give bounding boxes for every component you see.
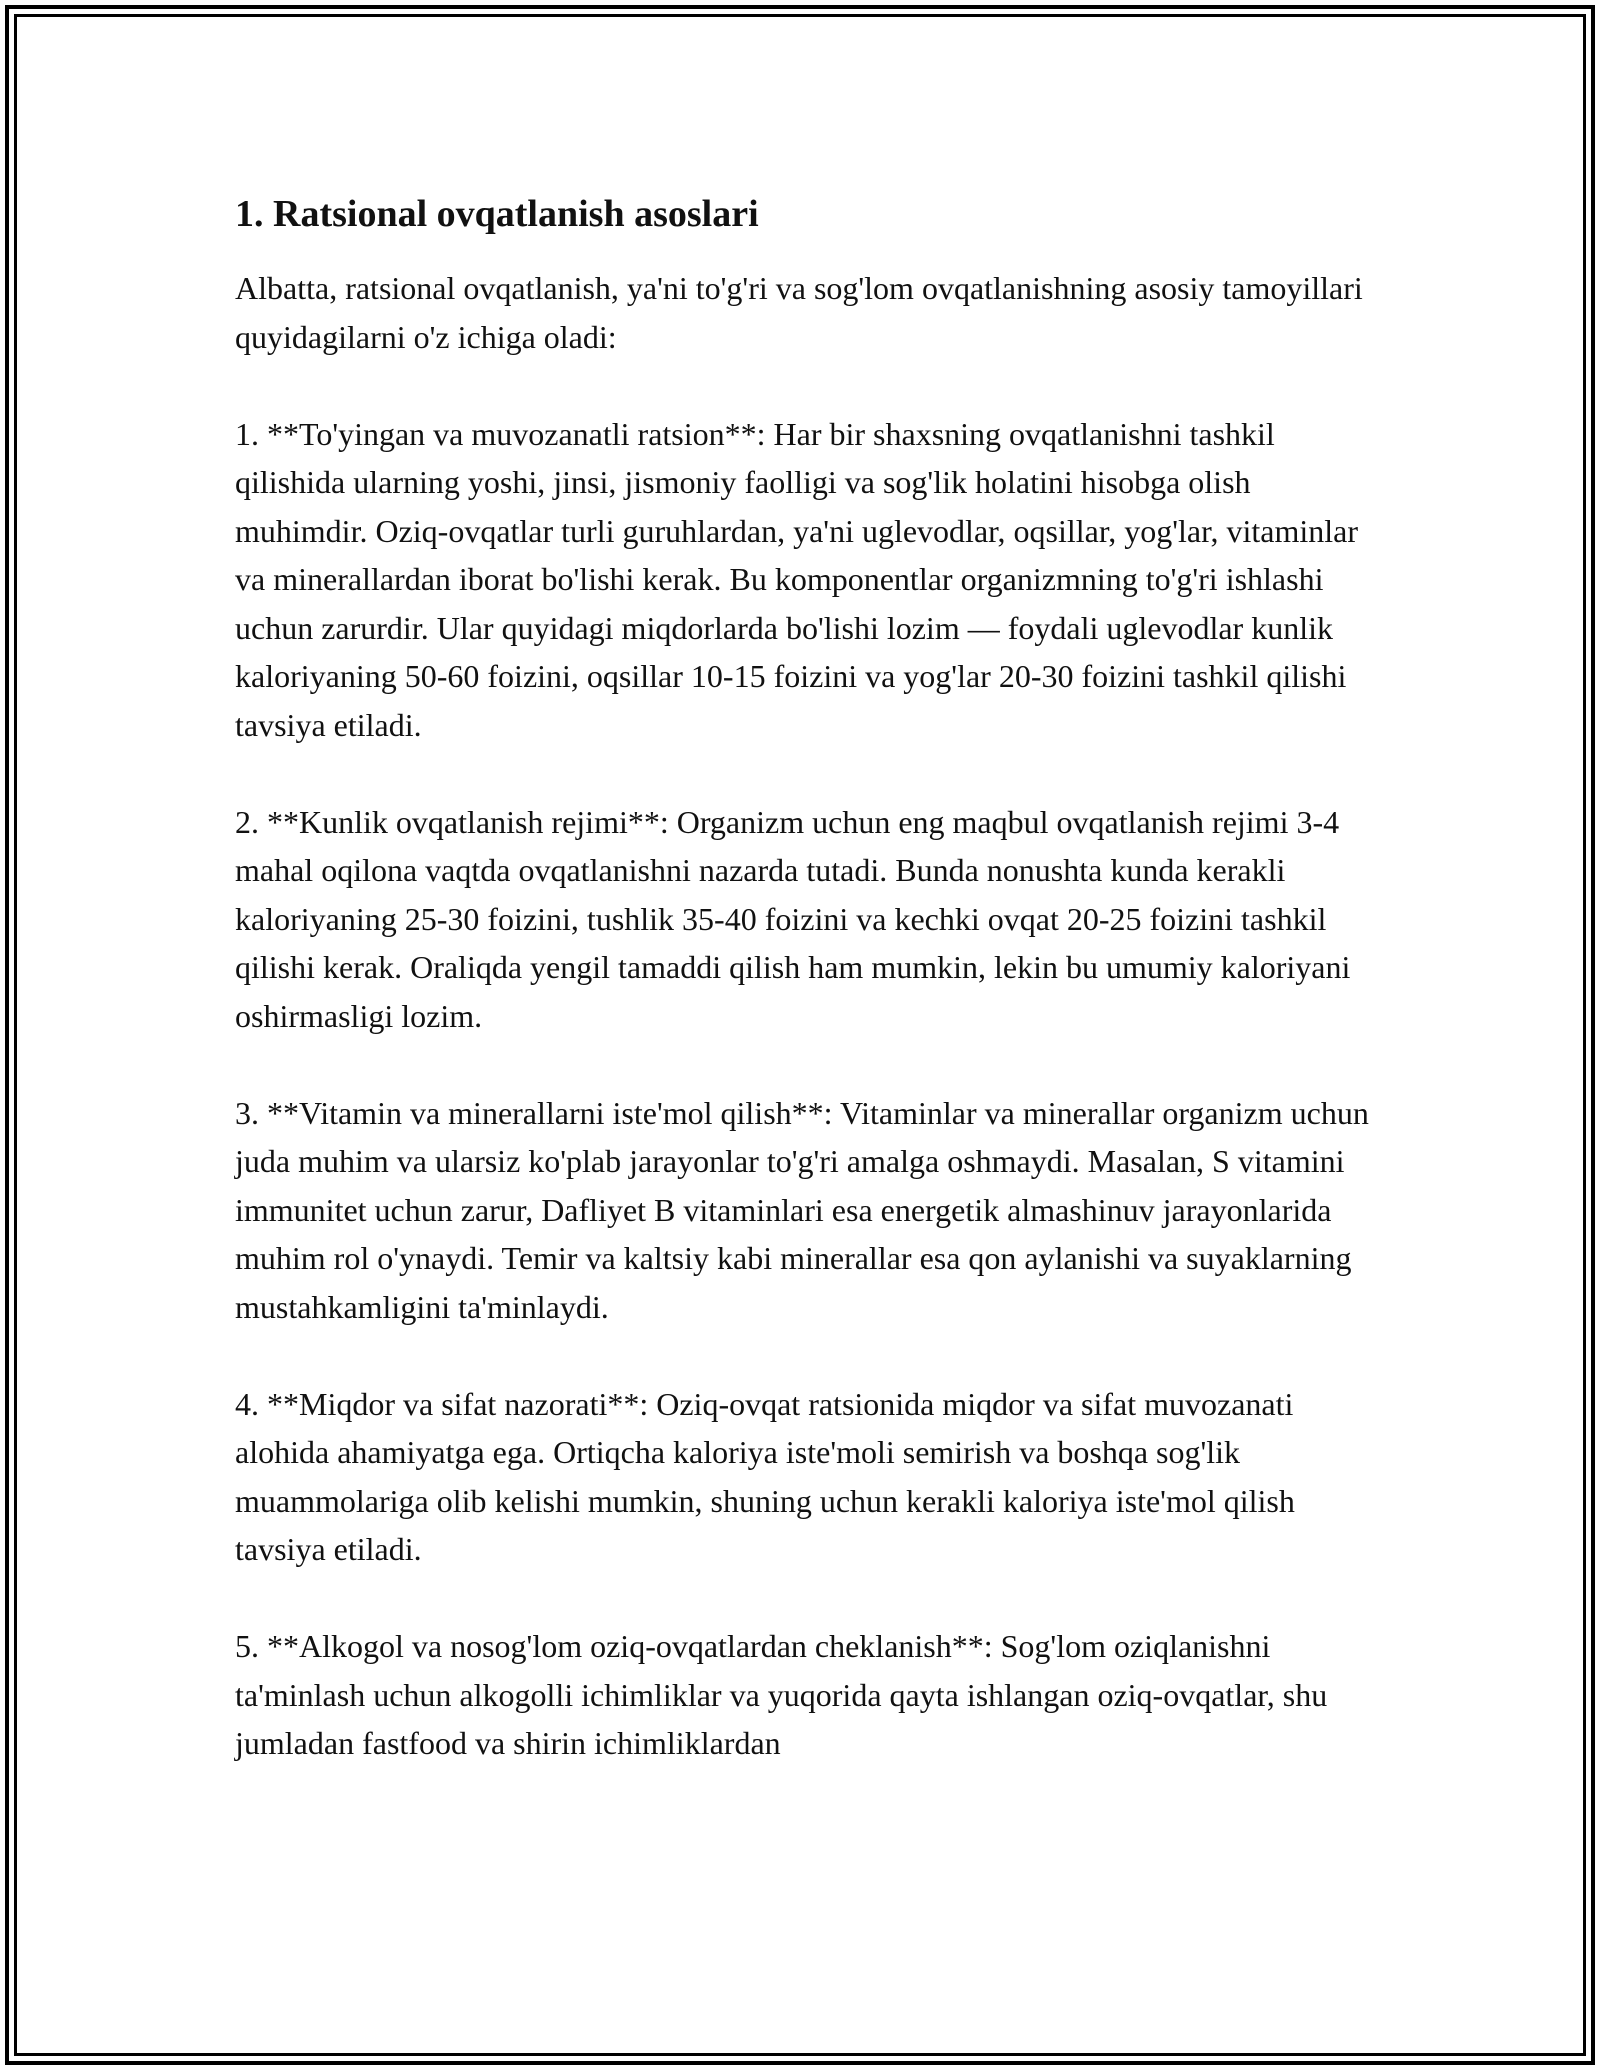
paragraph-item-3: 3. **Vitamin va minerallarni iste'mol qilish**: Vitaminlar va minerallar organizm uchun juda muhim va ularsiz ko'plab jarayonlar to'g'ri amalga oshmaydi. Masalan, S vitamini immunitet uchun zarur, Dafliyet B vitaminlari esa energetik almashinuv jarayonlarida muhim rol o'ynaydi. Temir va kaltsiy kabi minerallar esa qon aylanishi va suyaklarning mustahkamligini ta'minlaydi.	[235, 1094, 1369, 1325]
document-body	[235, 190, 1375, 1768]
paragraph-item-1: 1. **To'yingan va muvozanatli ratsion**: Har bir shaxsning ovqatlanishni tashkil qilishida ularning yoshi, jinsi, jismoniy faolligi va sog'lik holatini hisobga olish muhimdir. Oziq-ovqatlar turli guruhlardan, ya'ni uglevodlar, oqsillar, yog'lar, vitaminlar va minerallardan iborat bo'lishi kerak. Bu komponentlar organizmning to'g'ri ishlashi uchun zarurdir. Ular quyidagi miqdorlarda bo'lishi lozim — foydali uglevodlar kunlik kaloriyaning 50-60 foizini, oqsillar 10-15 foizini va yog'lar 20-30 foizini tashkil qilishi tavsiya etiladi.	[235, 415, 1358, 743]
paragraph-item-4: 4. **Miqdor va sifat nazorati**: Oziq-ovqat ratsionida miqdor va sifat muvozanati alohida ahamiyatga ega. Ortiqcha kaloriya iste'moli semirish va boshqa sog'lik muammolariga olib kelishi mumkin, shuning uchun kerakli kaloriya iste'mol qilish tavsiya etiladi.	[235, 1385, 1295, 1567]
paragraph-item-2: 2. **Kunlik ovqatlanish rejimi**: Organizm uchun eng maqbul ovqatlanish rejimi 3-4 mahal oqilona vaqtda ovqatlanishni nazarda tutadi. Bunda nonushta kunda kerakli kaloriyaning 25-30 foizini, tushlik 35-40 foizini va kechki ovqat 20-25 foizini tashkil qilishi kerak. Oraliqda yengil tamaddi qilish ham mumkin, lekin bu umumiy kaloriyani oshirmasligi lozim.	[235, 803, 1351, 1034]
section-heading: 1. Ratsional ovqatlanish asoslari	[235, 193, 759, 235]
intro-paragraph: Albatta, ratsional ovqatlanish, ya'ni to'g'ri va sog'lom ovqatlanishning asosiy tamoyillari quyidagilarni o'z ichiga oladi:	[235, 270, 1363, 355]
paragraph-item-5: 5. **Alkogol va nosog'lom oziq-ovqatlardan cheklanish**: Sog'lom oziqlanishni ta'minlash uchun alkogolli ichimliklar va yuqorida qayta ishlangan oziq-ovqatlar, shu jumladan fastfood va shirin ichimliklardan	[235, 1628, 1328, 1761]
